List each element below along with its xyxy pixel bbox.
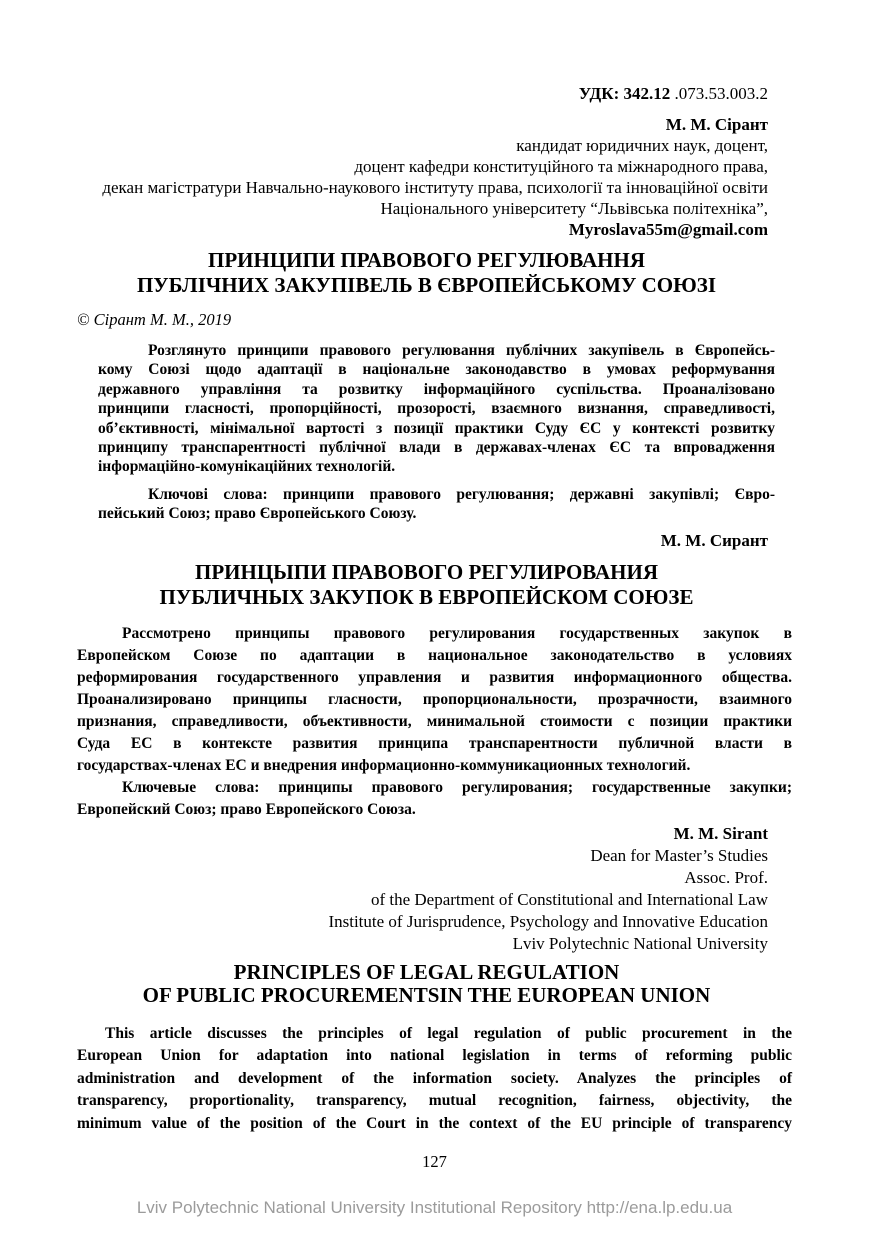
author-university-en: Lviv Polytechnic National University bbox=[512, 933, 768, 953]
title-line: PRINCIPLES OF LEGAL REGULATION bbox=[233, 959, 620, 984]
abstract-english bbox=[77, 1023, 792, 1136]
title-line: ПУБЛИЧНЫХ ЗАКУПОК В ЕВРОПЕЙСКОМ СОЮЗЕ bbox=[159, 584, 694, 609]
author-name-english: M. M. Sirant bbox=[673, 823, 768, 843]
abstract-ukrainian bbox=[98, 341, 775, 477]
article-title-english bbox=[77, 961, 792, 1007]
abstract-line: administration and development of the information society. Analyzes the principles of bbox=[77, 1069, 792, 1087]
title-line: ПРИНЦЫПИ ПРАВОВОГО РЕГУЛИРОВАНИЯ bbox=[195, 559, 658, 584]
abstract-line: Суда ЕС в контексте развития принципа транспарентности публичной власти в bbox=[77, 734, 792, 752]
author-email: Myroslava55m@gmail.com bbox=[568, 220, 768, 239]
abstract-line: принципу транспарентності публічної влади в державах-членах ЄС та впровадження bbox=[98, 439, 775, 457]
keywords-ukrainian bbox=[98, 485, 775, 524]
author-department: of the Department of Constitutional and International Law bbox=[370, 889, 768, 909]
abstract-line: державного управління та розвитку інформаційного суспільства. Проаналізовано bbox=[98, 380, 775, 398]
page-content bbox=[77, 0, 792, 1218]
abstract-line: This article discusses the principles of legal regulation of public procurement in the bbox=[105, 1024, 792, 1042]
abstract-line: признания, справедливости, объективности, минимальной стоимости с позиции практики bbox=[77, 712, 792, 730]
keywords-russian bbox=[77, 777, 792, 821]
author-degree: кандидат юридичних наук, доцент, bbox=[516, 136, 768, 155]
author-institute: Institute of Jurisprudence, Psychology and Innovative Education bbox=[328, 911, 768, 931]
keywords-line: Ключевые слова: принципы правового регулирования; государственные закупки; bbox=[122, 778, 792, 796]
author-dean-line: декан магістратури Навчально-наукового інституту права, психології та інноваційної освіти bbox=[102, 178, 768, 197]
abstract-line: Европейском Союзе по адаптации в национальное законодательство в условиях bbox=[77, 646, 792, 664]
author-name-ukrainian: М. М. Сірант bbox=[665, 115, 768, 134]
author-position: доцент кафедри конституційного та міжнародного права, bbox=[354, 157, 768, 176]
copyright-notice: © Сірант М. М., 2019 bbox=[77, 310, 232, 329]
article-title-russian bbox=[77, 560, 792, 610]
keywords-line: Европейский Союз; право Европейского Союза. bbox=[77, 800, 416, 818]
abstract-line: кому Союзі щодо адаптації в національне законодавство в умовах реформування bbox=[98, 361, 775, 379]
author-block-ukrainian bbox=[77, 114, 792, 240]
udc-code-regular: .073.53.003.2 bbox=[670, 84, 768, 103]
abstract-line: інформаційно-комунікаційних технологій. bbox=[98, 458, 396, 476]
repository-footer: Lviv Polytechnic National University Institutional Repository http://ena.lp.edu.ua bbox=[136, 1198, 733, 1218]
title-line: ПРИНЦИПИ ПРАВОВОГО РЕГУЛЮВАННЯ bbox=[208, 248, 645, 272]
abstract-line: European Union for adaptation into national legislation in terms of reforming public bbox=[77, 1047, 792, 1065]
title-line: ПУБЛІЧНИХ ЗАКУПІВЕЛЬ В ЄВРОПЕЙСЬКОМУ СОЮЗІ bbox=[136, 273, 717, 297]
abstract-line: принципи гласності, пропорційності, прозорості, взаємного визнання, справедливості, bbox=[98, 400, 775, 418]
abstract-line: transparency, proportionality, transparency, mutual recognition, fairness, objectivity, the bbox=[77, 1092, 792, 1110]
abstract-line: об’єктивності, мінімальної вартості з позиції практики Суду ЄС у контексті розвитку bbox=[98, 419, 775, 437]
keywords-line: Ключові слова: принципи правового регулювання; державні закупівлі; Євро- bbox=[148, 485, 775, 503]
page-number: 127 bbox=[422, 1152, 447, 1172]
udc-code-bold: УДК: 342.12 bbox=[578, 84, 671, 103]
abstract-line: Рассмотрено принципы правового регулирования государственных закупок в bbox=[122, 624, 792, 642]
author-role-dean: Dean for Master’s Studies bbox=[590, 845, 768, 865]
author-name-russian: М. М. Сирант bbox=[660, 530, 768, 550]
udc-code bbox=[77, 84, 792, 104]
abstract-russian bbox=[77, 623, 792, 777]
author-block-english bbox=[77, 823, 792, 955]
keywords-line: пейський Союз; право Європейського Союзу. bbox=[98, 505, 417, 523]
abstract-line: государствах-членах ЕС и внедрения информационно-коммуникационных технологий. bbox=[77, 756, 691, 774]
abstract-line: реформирования государственного управления и развития информационного общества. bbox=[77, 668, 792, 686]
abstract-line: minimum value of the position of the Court in the context of the EU principle of transparency bbox=[77, 1114, 792, 1132]
title-line: OF PUBLIC PROCUREMENTSIN THE EUROPEAN UNION bbox=[142, 982, 711, 1007]
author-role-prof: Assoc. Prof. bbox=[684, 867, 768, 887]
abstract-line: Проанализировано принципы гласности, пропорциональности, прозрачности, взаимного bbox=[77, 690, 792, 708]
abstract-line: Розглянуто принципи правового регулювання публічних закупівель в Європейсь- bbox=[148, 342, 775, 359]
article-title-ukrainian bbox=[77, 248, 792, 298]
author-university: Національного університету “Львівська політехніка”, bbox=[380, 199, 768, 218]
